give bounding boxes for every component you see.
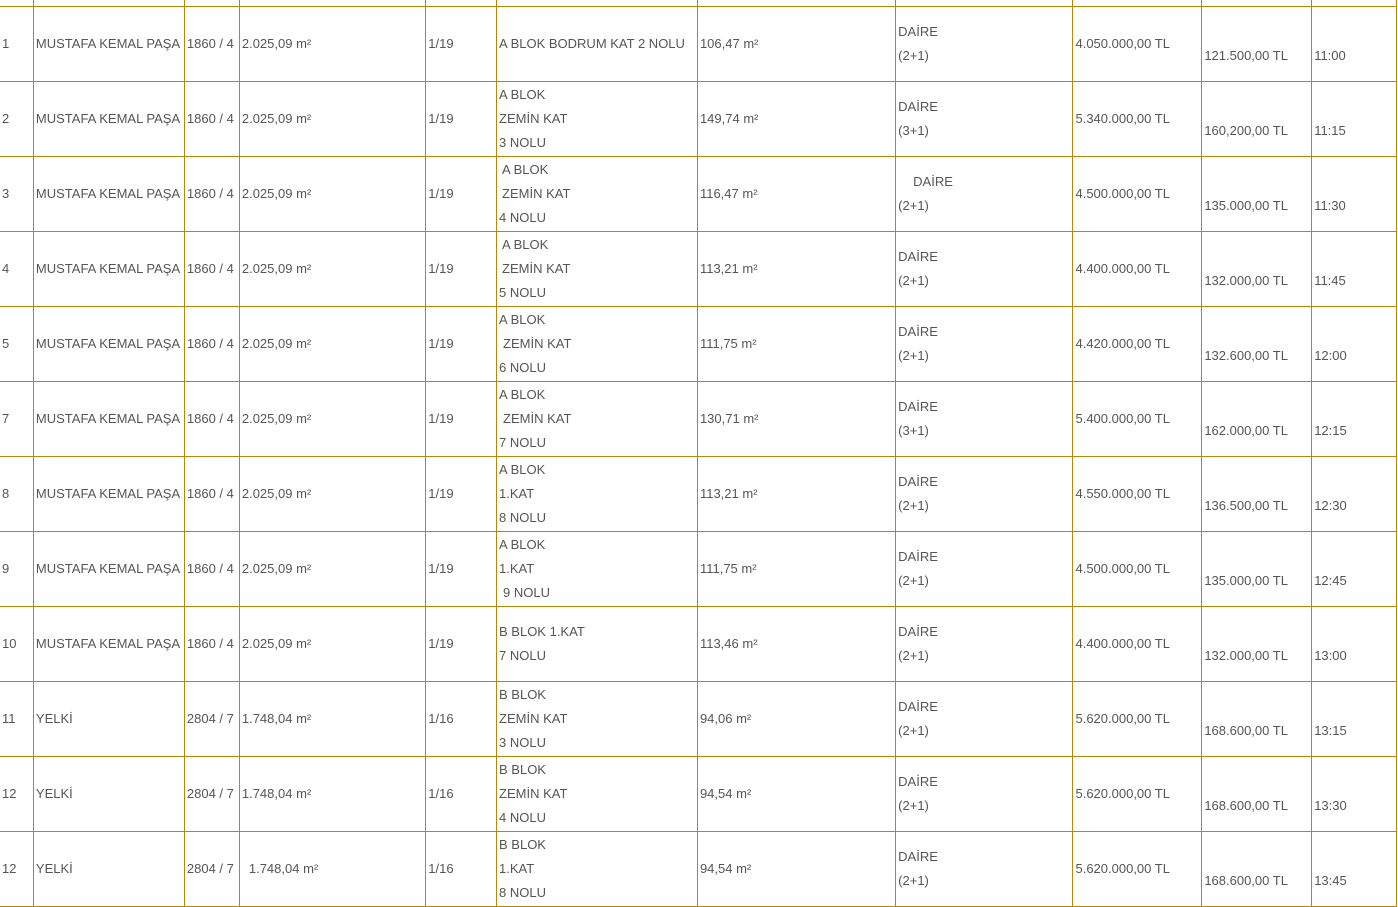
unit-type-line: (3+1) (898, 123, 929, 138)
cell-unit-description (497, 82, 698, 157)
cell-land-area: 2.025,09 m² (239, 157, 425, 232)
cell-auction-time: 13:15 (1312, 682, 1397, 757)
cell-row-number: 12 (0, 757, 33, 832)
cell-neighborhood: MUSTAFA KEMAL PAŞA (33, 7, 184, 82)
cell-unit-type (896, 7, 1073, 82)
cell-auction-time: 12:00 (1312, 307, 1397, 382)
cell-land-area: 2.025,09 m² (239, 307, 425, 382)
cell-parcel: 1860 / 4 (184, 232, 239, 307)
unit-description-line: 8 NOLU (499, 885, 546, 900)
unit-description-line: A BLOK BODRUM KAT 2 NOLU (499, 36, 685, 51)
unit-type-line: DAİRE (898, 699, 938, 714)
cell-unit-description (497, 457, 698, 532)
cell-row-number: 2 (0, 82, 33, 157)
cell-land-area: 2.025,09 m² (239, 82, 425, 157)
cell-share: 1/19 (426, 157, 497, 232)
cell-land-area: 1.748,04 m² (239, 682, 425, 757)
cell-gross-area: 130,71 m² (697, 382, 895, 457)
cell-estimated-price: 5.340.000,00 TL (1073, 82, 1202, 157)
unit-type-line: (2+1) (898, 798, 929, 813)
cell-auction-time: 12:45 (1312, 532, 1397, 607)
unit-description-line: 8 NOLU (499, 510, 546, 525)
unit-description-line: B BLOK (499, 762, 546, 777)
cell-unit-description (497, 682, 698, 757)
cell-share: 1/19 (426, 382, 497, 457)
cell-unit-type (896, 457, 1073, 532)
cell-auction-time: 11:45 (1312, 232, 1397, 307)
unit-description-line: 7 NOLU (499, 648, 546, 663)
cell-row-number: 3 (0, 157, 33, 232)
cell-unit-type (896, 607, 1073, 682)
unit-description-line: ZEMİN KAT (499, 786, 568, 801)
cell-land-area: 2.025,09 m² (239, 7, 425, 82)
cell-share: 1/19 (426, 307, 497, 382)
cell-auction-time: 13:00 (1312, 607, 1397, 682)
cell-deposit: 132.000,00 TL (1202, 607, 1312, 682)
unit-type-line: DAİRE (898, 774, 938, 789)
unit-type-line: DAİRE (898, 249, 938, 264)
cell-estimated-price: 5.620.000,00 TL (1073, 832, 1202, 907)
cell-deposit: 168.600,00 TL (1202, 682, 1312, 757)
table-row (0, 7, 1397, 82)
cell-parcel: 1860 / 4 (184, 607, 239, 682)
table-row (0, 82, 1397, 157)
cell-row-number: 11 (0, 682, 33, 757)
unit-description-line: A BLOK (499, 87, 546, 102)
unit-type-line: (2+1) (898, 573, 929, 588)
cell-estimated-price: 4.550.000,00 TL (1073, 457, 1202, 532)
cell-row-number: 1 (0, 7, 33, 82)
cell-deposit: 132.000,00 TL (1202, 232, 1312, 307)
unit-description-line: ZEMİN KAT (499, 111, 568, 126)
unit-description-line: ZEMİN KAT (502, 186, 571, 201)
unit-type-line: (2+1) (898, 723, 929, 738)
table-row (0, 382, 1397, 457)
cell-row-number: 8 (0, 457, 33, 532)
table-row (0, 757, 1397, 832)
cell-deposit: 160,200,00 TL (1202, 82, 1312, 157)
cell-deposit: 162.000,00 TL (1202, 382, 1312, 457)
unit-type-line: (2+1) (898, 273, 929, 288)
cell-land-area: 2.025,09 m² (239, 457, 425, 532)
cell-land-area: 1.748,04 m² (239, 757, 425, 832)
unit-description-line: ZEMİN KAT (503, 411, 572, 426)
unit-type-line: (2+1) (898, 48, 929, 63)
cell-deposit: 135.000,00 TL (1202, 157, 1312, 232)
table-row (0, 832, 1397, 907)
unit-description-line: B BLOK (499, 687, 546, 702)
cell-unit-type (896, 832, 1073, 907)
cell-neighborhood: MUSTAFA KEMAL PAŞA (33, 607, 184, 682)
cell-neighborhood: MUSTAFA KEMAL PAŞA (33, 232, 184, 307)
cell-estimated-price: 5.620.000,00 TL (1073, 682, 1202, 757)
cell-unit-description (497, 757, 698, 832)
cell-land-area: 2.025,09 m² (239, 382, 425, 457)
cell-row-number: 12 (0, 832, 33, 907)
cell-estimated-price: 4.500.000,00 TL (1073, 157, 1202, 232)
cell-row-number: 5 (0, 307, 33, 382)
unit-type-line: DAİRE (898, 24, 938, 39)
cell-neighborhood: MUSTAFA KEMAL PAŞA (33, 82, 184, 157)
unit-description-line: ZEMİN KAT (503, 336, 572, 351)
cell-neighborhood: YELKİ (33, 682, 184, 757)
cell-parcel: 1860 / 4 (184, 82, 239, 157)
cell-gross-area: 116,47 m² (697, 157, 895, 232)
cell-deposit: 132.600,00 TL (1202, 307, 1312, 382)
unit-description-line: 3 NOLU (499, 735, 546, 750)
cell-unit-type (896, 682, 1073, 757)
cell-auction-time: 11:00 (1312, 7, 1397, 82)
cell-land-area: 2.025,09 m² (239, 607, 425, 682)
unit-type-line: DAİRE (898, 549, 938, 564)
unit-description-line: B BLOK (499, 837, 546, 852)
cell-auction-time: 13:30 (1312, 757, 1397, 832)
unit-description-line: A BLOK (499, 312, 546, 327)
unit-type-line: DAİRE (898, 99, 938, 114)
unit-description-line: B BLOK 1.KAT (499, 624, 585, 639)
unit-description-line: 4 NOLU (499, 810, 546, 825)
cell-unit-description (497, 832, 698, 907)
unit-description-line: 4 NOLU (499, 210, 546, 225)
unit-description-line: ZEMİN KAT (502, 261, 571, 276)
cell-unit-description (497, 307, 698, 382)
cell-neighborhood: MUSTAFA KEMAL PAŞA (33, 307, 184, 382)
cell-gross-area: 111,75 m² (697, 307, 895, 382)
unit-type-line: (2+1) (898, 498, 929, 513)
cell-auction-time: 12:15 (1312, 382, 1397, 457)
unit-type-line: (2+1) (898, 873, 929, 888)
unit-description-line: ZEMİN KAT (499, 711, 568, 726)
unit-description-line: A BLOK (499, 462, 546, 477)
cell-estimated-price: 5.620.000,00 TL (1073, 757, 1202, 832)
cell-share: 1/19 (426, 457, 497, 532)
unit-description-line: 9 NOLU (503, 585, 550, 600)
cell-parcel: 2804 / 7 (184, 832, 239, 907)
cell-unit-type (896, 532, 1073, 607)
table-row (0, 232, 1397, 307)
cell-unit-type (896, 82, 1073, 157)
cell-neighborhood: YELKİ (33, 757, 184, 832)
cell-gross-area: 111,75 m² (697, 532, 895, 607)
cell-unit-description (497, 7, 698, 82)
cell-auction-time: 12:30 (1312, 457, 1397, 532)
unit-description-line: 6 NOLU (499, 360, 546, 375)
cell-unit-type (896, 307, 1073, 382)
cell-deposit: 135.000,00 TL (1202, 532, 1312, 607)
cell-auction-time: 11:15 (1312, 82, 1397, 157)
cell-unit-type (896, 382, 1073, 457)
cell-gross-area: 106,47 m² (697, 7, 895, 82)
cell-gross-area: 113,21 m² (697, 232, 895, 307)
unit-type-line: DAİRE (898, 399, 938, 414)
table-row (0, 682, 1397, 757)
unit-type-line: DAİRE (913, 174, 953, 189)
cell-unit-description (497, 232, 698, 307)
cell-parcel: 1860 / 4 (184, 457, 239, 532)
cell-neighborhood: MUSTAFA KEMAL PAŞA (33, 157, 184, 232)
cell-share: 1/19 (426, 532, 497, 607)
cell-parcel: 2804 / 7 (184, 682, 239, 757)
unit-type-line: DAİRE (898, 624, 938, 639)
cell-neighborhood: YELKİ (33, 832, 184, 907)
cell-unit-description (497, 157, 698, 232)
cell-estimated-price: 5.400.000,00 TL (1073, 382, 1202, 457)
cell-share: 1/16 (426, 757, 497, 832)
unit-description-line: 1.KAT (499, 561, 535, 576)
cell-unit-type (896, 757, 1073, 832)
cell-gross-area: 94,06 m² (697, 682, 895, 757)
cell-parcel: 1860 / 4 (184, 382, 239, 457)
unit-type-line: (2+1) (898, 348, 929, 363)
cell-parcel: 1860 / 4 (184, 7, 239, 82)
cell-unit-description (497, 607, 698, 682)
cell-share: 1/16 (426, 682, 497, 757)
cell-land-area: 2.025,09 m² (239, 232, 425, 307)
cell-estimated-price: 4.050.000,00 TL (1073, 7, 1202, 82)
cell-row-number: 7 (0, 382, 33, 457)
cell-land-area: 2.025,09 m² (239, 532, 425, 607)
unit-type-line: DAİRE (898, 849, 938, 864)
cell-parcel: 1860 / 4 (184, 532, 239, 607)
cell-parcel: 1860 / 4 (184, 157, 239, 232)
unit-type-line: (2+1) (898, 198, 929, 213)
cell-estimated-price: 4.500.000,00 TL (1073, 532, 1202, 607)
unit-type-line: (3+1) (898, 423, 929, 438)
unit-description-line: 1.KAT (499, 861, 535, 876)
unit-description-line: A BLOK (502, 162, 549, 177)
table-row (0, 457, 1397, 532)
cell-gross-area: 94,54 m² (697, 757, 895, 832)
unit-description-line: A BLOK (502, 237, 549, 252)
unit-description-line: A BLOK (499, 387, 546, 402)
cell-unit-description (497, 382, 698, 457)
cell-auction-time: 11:30 (1312, 157, 1397, 232)
cell-deposit: 168.600,00 TL (1202, 832, 1312, 907)
unit-description-line: A BLOK (499, 537, 546, 552)
cell-gross-area: 113,21 m² (697, 457, 895, 532)
cell-deposit: 168.600,00 TL (1202, 757, 1312, 832)
unit-description-line: 7 NOLU (499, 435, 546, 450)
cell-deposit: 136.500,00 TL (1202, 457, 1312, 532)
cell-gross-area: 94,54 m² (697, 832, 895, 907)
cell-neighborhood: MUSTAFA KEMAL PAŞA (33, 382, 184, 457)
cell-share: 1/19 (426, 82, 497, 157)
cell-share: 1/16 (426, 832, 497, 907)
cell-auction-time: 13:45 (1312, 832, 1397, 907)
cell-row-number: 4 (0, 232, 33, 307)
table-row (0, 307, 1397, 382)
cell-gross-area: 149,74 m² (697, 82, 895, 157)
table-row (0, 607, 1397, 682)
unit-type-line: DAİRE (898, 474, 938, 489)
table-row (0, 532, 1397, 607)
cell-deposit: 121.500,00 TL (1202, 7, 1312, 82)
cell-row-number: 10 (0, 607, 33, 682)
cell-parcel: 1860 / 4 (184, 307, 239, 382)
cell-unit-type (896, 232, 1073, 307)
cell-unit-description (497, 532, 698, 607)
cell-row-number: 9 (0, 532, 33, 607)
unit-type-line: (2+1) (898, 648, 929, 663)
cell-unit-type (896, 157, 1073, 232)
cell-parcel: 2804 / 7 (184, 757, 239, 832)
cell-gross-area: 113,46 m² (697, 607, 895, 682)
cell-estimated-price: 4.420.000,00 TL (1073, 307, 1202, 382)
cell-share: 1/19 (426, 7, 497, 82)
cell-share: 1/19 (426, 232, 497, 307)
cell-estimated-price: 4.400.000,00 TL (1073, 232, 1202, 307)
unit-description-line: 3 NOLU (499, 135, 546, 150)
unit-description-line: 1.KAT (499, 486, 535, 501)
cell-share: 1/19 (426, 607, 497, 682)
table-row (0, 157, 1397, 232)
cell-estimated-price: 4.400.000,00 TL (1073, 607, 1202, 682)
cell-neighborhood: MUSTAFA KEMAL PAŞA (33, 457, 184, 532)
unit-description-line: 5 NOLU (499, 285, 546, 300)
unit-type-line: DAİRE (898, 324, 938, 339)
cell-neighborhood: MUSTAFA KEMAL PAŞA (33, 532, 184, 607)
cell-land-area: 1.748,04 m² (239, 832, 425, 907)
